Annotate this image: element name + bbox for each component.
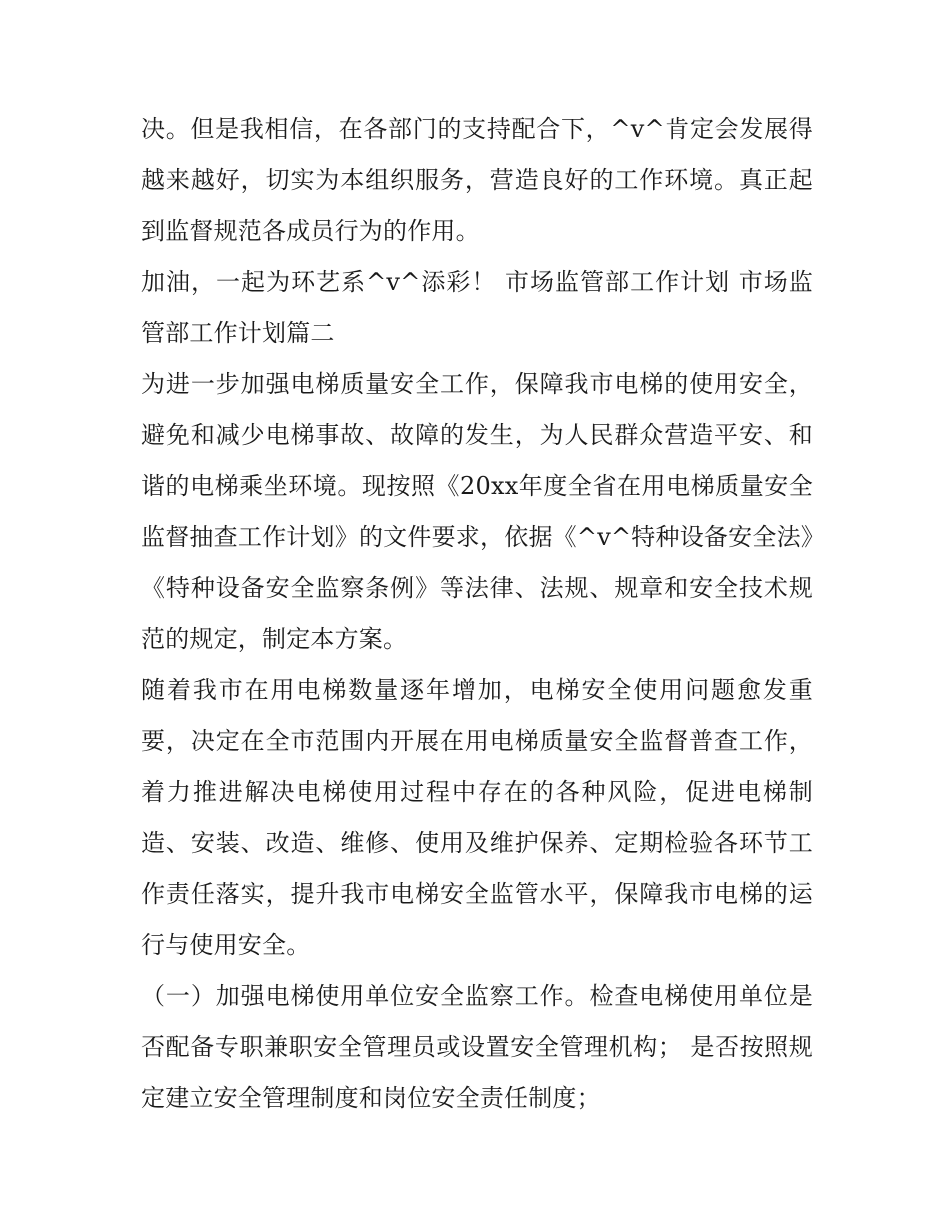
document-body	[141, 104, 813, 1124]
paragraph-1: 决。但是我相信，在各部门的支持配合下，^v^肯定会发展得越来越好，切实为本组织服务，营造良好的工作环境。真正起到监督规范各成员行为的作用。	[141, 115, 813, 245]
paragraph-4: 随着我市在用电梯数量逐年增加，电梯安全使用问题愈发重要，决定在全市范围内开展在用电梯质量安全监督普查工作，着力推进解决电梯使用过程中存在的各种风险，促进电梯制造、安装、改造、维修、使用及维护保养、定期检验各环节工作责任落实，提升我市电梯安全监管水平，保障我市电梯的运行与使用安全。	[141, 676, 813, 959]
paragraph-2: 加油，一起为环艺系^v^添彩！ 市场监管部工作计划 市场监管部工作计划篇二	[141, 268, 813, 347]
paragraph-5: （一）加强电梯使用单位安全监察工作。检查电梯使用单位是否配备专职兼职安全管理员或设置安全管理机构； 是否按照规定建立安全管理制度和岗位安全责任制度；	[141, 982, 813, 1112]
paragraph-3: 为进一步加强电梯质量安全工作，保障我市电梯的使用安全，避免和减少电梯事故、故障的发生，为人民群众营造平安、和谐的电梯乘坐环境。现按照《20xx年度全省在用电梯质量安全监督抽查工作计划》的文件要求，依据《^v^特种设备安全法》《特种设备安全监察条例》等法律、法规、规章和安全技术规范的规定，制定本方案。	[141, 370, 813, 653]
